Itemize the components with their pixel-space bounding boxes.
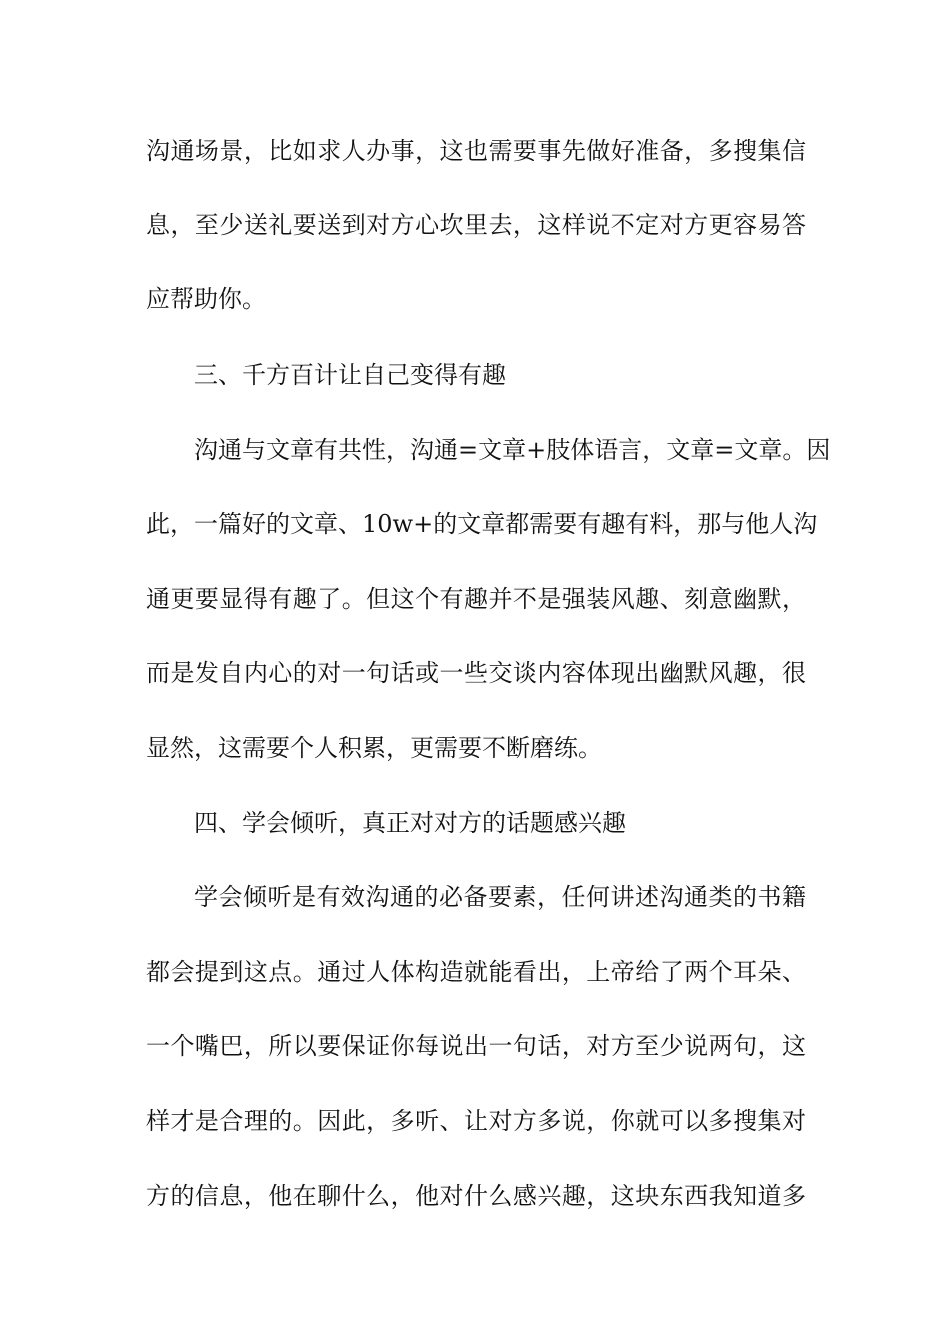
text-line: 此，一篇好的文章、10w+的文章都需要有趣有料，那与他人沟 xyxy=(146,510,818,538)
text-line: 通更要显得有趣了。但这个有趣并不是强装风趣、刻意幽默， xyxy=(146,585,806,613)
text-line: 样才是合理的。因此，多听、让对方多说，你就可以多搜集对 xyxy=(146,1107,806,1135)
text-line: 学会倾听是有效沟通的必备要素，任何讲述沟通类的书籍 xyxy=(194,883,806,911)
text-line: 沟通场景，比如求人办事，这也需要事先做好准备，多搜集信 xyxy=(146,137,806,165)
section-heading: 四、学会倾听，真正对对方的话题感兴趣 xyxy=(194,809,626,837)
text-line: 而是发自内心的对一句话或一些交谈内容体现出幽默风趣，很 xyxy=(146,659,806,687)
text-line: 方的信息，他在聊什么，他对什么感兴趣，这块东西我知道多 xyxy=(146,1182,806,1210)
text-line: 一个嘴巴，所以要保证你每说出一句话，对方至少说两句，这 xyxy=(146,1032,806,1060)
text-line: 显然，这需要个人积累，更需要不断磨练。 xyxy=(146,734,602,762)
text-line: 息，至少送礼要送到对方心坎里去，这样说不定对方更容易答 xyxy=(146,211,806,239)
text-line: 应帮助你。 xyxy=(146,285,266,313)
text-line: 都会提到这点。通过人体构造就能看出，上帝给了两个耳朵、 xyxy=(146,958,806,986)
text-line: 沟通与文章有共性，沟通=文章+肢体语言，文章=文章。因 xyxy=(194,436,831,464)
section-heading: 三、千方百计让自己变得有趣 xyxy=(194,361,506,389)
